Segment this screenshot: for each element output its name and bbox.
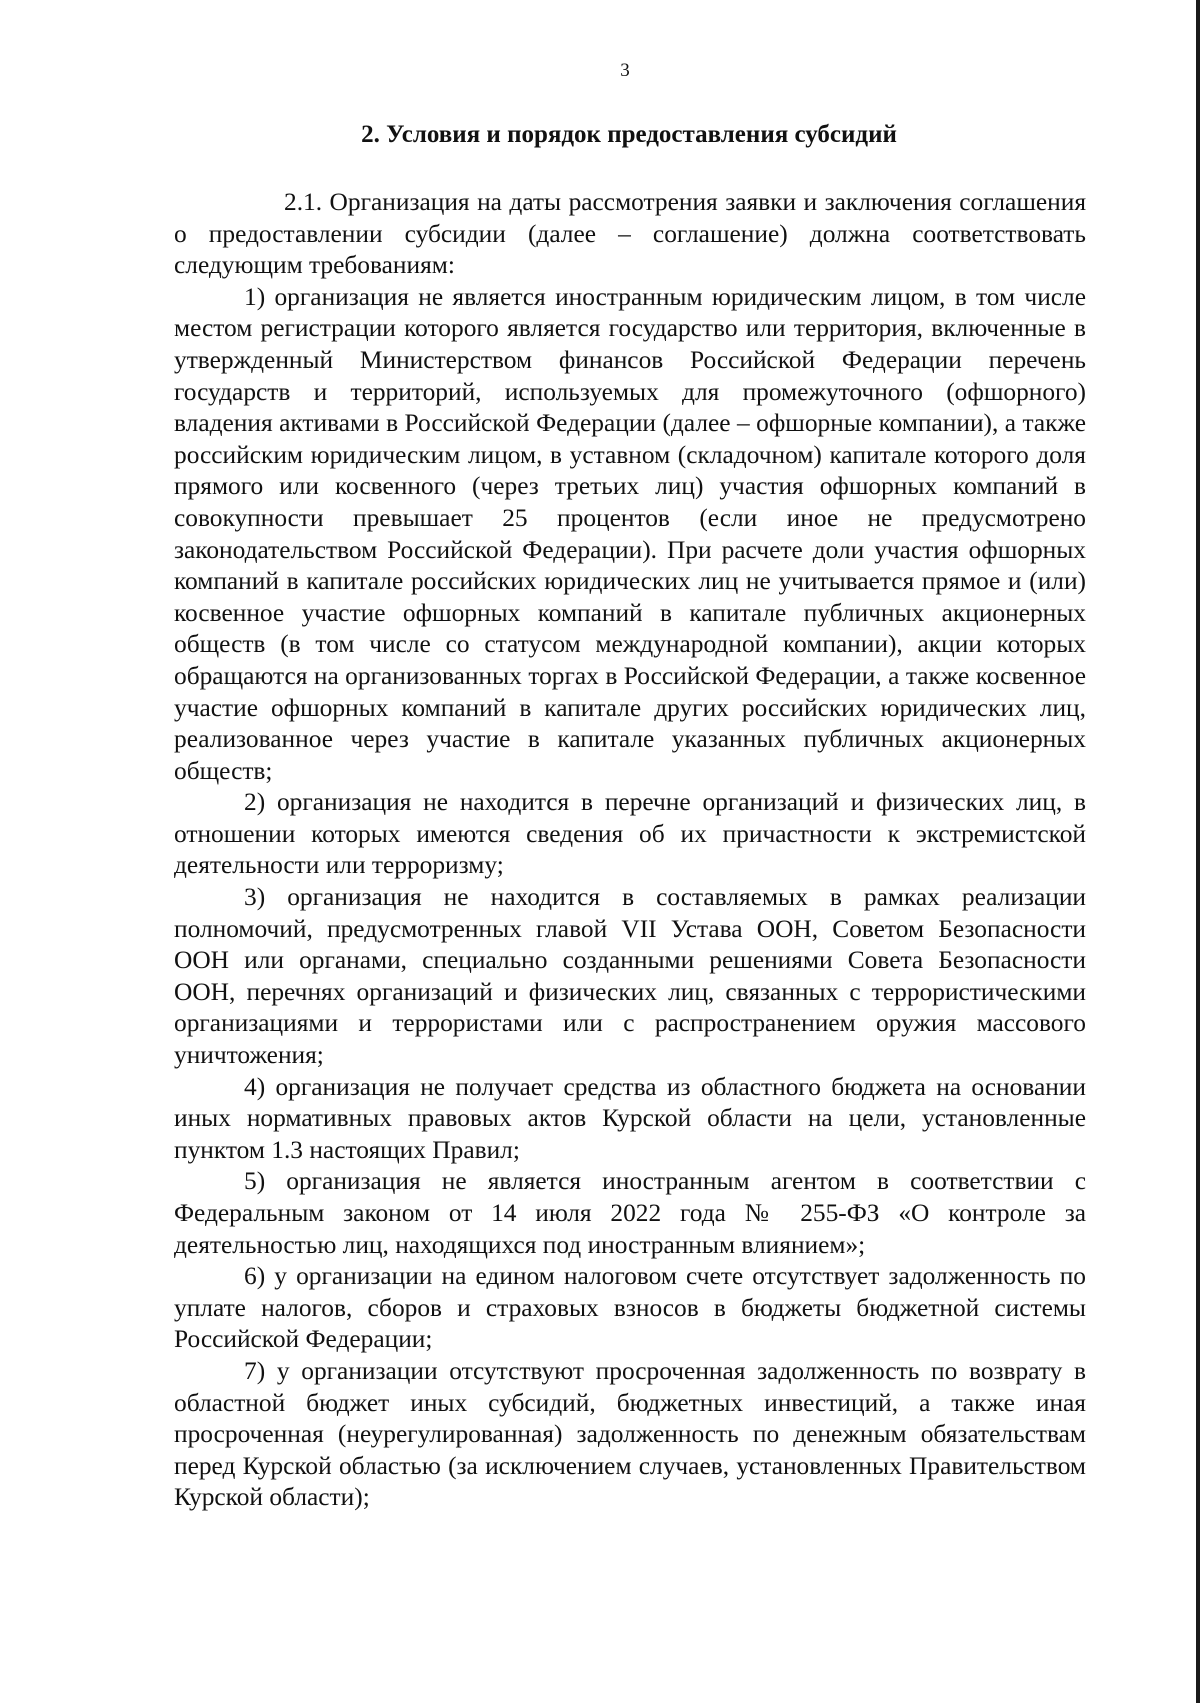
document-body — [174, 187, 1086, 1514]
page-number: 3 — [620, 60, 630, 81]
paragraph-item-6: 6) у организации на едином налоговом счете отсутствует задолженность по уплате налогов, сборов и страховых взносов в бюджеты бюджетной системы Российской Федерации; — [174, 1262, 1086, 1354]
section-title: 2. Условия и порядок предоставления субсидий — [361, 121, 897, 148]
paragraph-item-2: 2) организация не находится в перечне организаций и физических лиц, в отношении которых имеются сведения об их причастности к экстремистской деятельности или терроризму; — [174, 788, 1086, 880]
paragraph-item-3: 3) организация не находится в составляемых в рамках реализации полномочий, предусмотренных главой VII Устава ООН, Советом Безопасности ООН или органами, специально созданными решениями Совета Безопасности ООН, перечнях организаций и физических лиц, связанных с террористическими организациями и террористами или с распространением оружия массового уничтожения; — [174, 883, 1086, 1070]
paragraph-item-1: 1) организация не является иностранным юридическим лицом, в том числе местом регистрации которого является государство или территория, включенные в утвержденный Министерством финансов Российской Федерации перечень государств и территорий, используемых для промежуточного (офшорного) владения активами в Российской Федерации (далее – офшорные компании), а также российским юридическим лицом, в уставном (складочном) капитале которого доля прямого или косвенного (через третьих лиц) участия офшорных компаний в совокупности превышает 25 процентов (если иное не предусмотрено законодательством Российской Федерации). При расчете доли участия офшорных компаний в капитале российских юридических лиц не учитывается прямое и (или) косвенное участие офшорных компаний в капитале публичных акционерных обществ (в том числе со статусом международной компании), акции которых обращаются на организованных торгах в Российской Федерации, а также косвенное участие офшорных компаний в капитале других российских юридических лиц, реализованное через участие в капитале указанных публичных акционерных обществ; — [174, 282, 1086, 785]
paragraph-item-4: 4) организация не получает средства из областного бюджета на основании иных нормативных правовых актов Курской области на цели, установленные пунктом 1.3 настоящих Правил; — [174, 1072, 1086, 1164]
paragraph-item-5: 5) организация не является иностранным агентом в соответствии с Федеральным законом от 14 июля 2022 года № 255-ФЗ «О контроле за деятельностью лиц, находящихся под иностранным влиянием»; — [174, 1167, 1086, 1259]
paragraph-item-7: 7) у организации отсутствуют просроченная задолженность по возврату в областной бюджет иных субсидий, бюджетных инвестиций, а также иная просроченная (неурегулированная) задолженность по денежным обязательствам перед Курской областью (за исключением случаев, установленных Правительством Курской области); — [174, 1356, 1086, 1512]
paragraph-2-1: 2.1. Организация на даты рассмотрения заявки и заключения соглашения о предоставлении субсидии (далее – соглашение) должна соответствовать следующим требованиям: — [174, 188, 1086, 280]
scan-edge — [1196, 0, 1200, 1703]
